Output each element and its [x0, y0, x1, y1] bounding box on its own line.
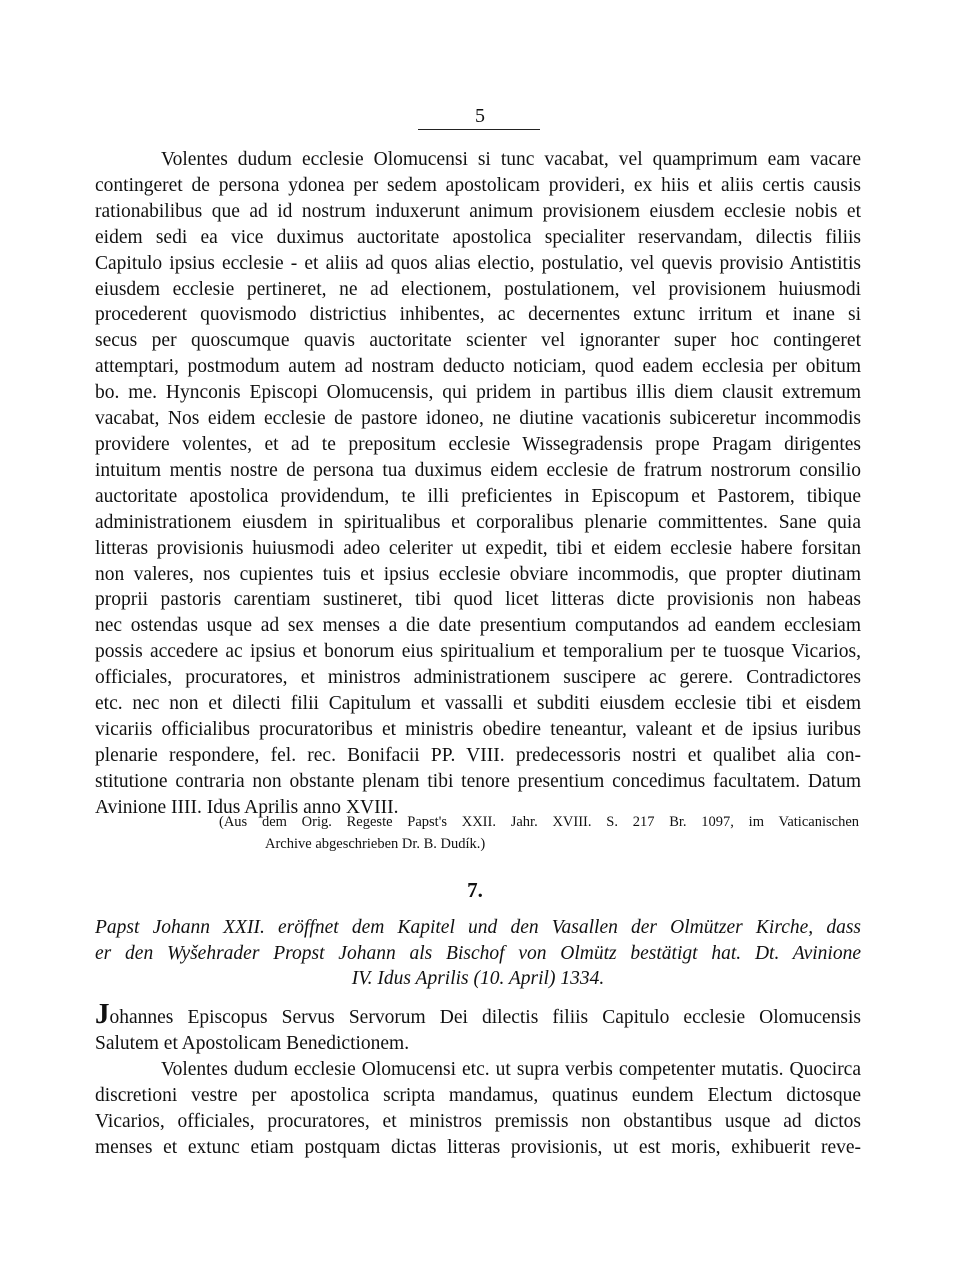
drop-cap: J: [95, 998, 110, 1030]
text-line: proprii pastoris carentiam sustineret, tibi quod licet litteras dicte provisionis non habeas: [95, 589, 861, 611]
text-line: procederent quovismodo districtius inhibentes, ac decernentes extunc irritum et inane si: [95, 304, 861, 326]
text-line: menses et extunc etiam postquam dictas litteras provisionis, ut est moris, exhibuerit reve-: [95, 1136, 861, 1158]
text-line: rationabilibus que ad id nostrum induxerunt animum provisionem eiusdem ecclesie nobis et: [95, 200, 861, 222]
heading-line: er den Wyšehrader Propst Johann als Bischof von Olmütz bestätigt hat. Dt. Avinione: [95, 942, 861, 964]
source-note-line: Archive abgeschrieben Dr. B. Dudík.): [265, 836, 486, 852]
text-line: eidem sedi ea vice duximus auctoritate apostolica specialiter reservandam, dilectis filiis: [95, 226, 861, 248]
text-line: Volentes dudum ecclesie Olomucensi si tunc vacabat, vel quamprimum eam vacare: [161, 149, 861, 170]
text-line: Capitulo ipsius ecclesie - et aliis ad quos alias electio, postulatio, vel quevis provisio Antistitis: [95, 252, 861, 274]
charter-text: [95, 998, 861, 1160]
text-line: auctoritate apostolica providendum, te illi preficientes in Episcopum et Pastorem, tibique: [95, 485, 861, 507]
text-line: bo. me. Hynconis Episcopi Olomucensis, qui pridem in partibus illis diem clausit extremum: [95, 382, 861, 404]
text-line: vicariis officialibus procuratoribus et ministris obedire teneantur, valeant et de ipsius iuribus: [95, 718, 861, 740]
text-line: attemptari, postmodum autem ad nostram deducto noticiam, quod eadem ecclesia per obitum: [95, 356, 861, 378]
text-line: possis accedere ac ipsius et bonorum eius spiritualium et temporalium per te tuosque Vicarios,: [95, 641, 861, 663]
text-line: Salutem et Apostolicam Benedictionem.: [95, 1032, 410, 1054]
charter-text-continued: [95, 147, 861, 821]
text-line: providere volentes, et ad te prepositum ecclesie Wissegradensis prope Pragam dirigentes: [95, 433, 861, 455]
text-line-rest: ohannes Episcopus Servus Servorum Dei dilectis filiis Capitulo ecclesie Olomucensis: [109, 1007, 861, 1028]
text-line: vacabat, Nos eidem ecclesie de pastore idoneo, ne diutine vacationis subiceretur incommodis: [95, 408, 861, 430]
heading-line: IV. Idus Aprilis (10. April) 1334.: [351, 968, 605, 989]
text-line: officiales, procuratores, et ministros administrationem suscipere ac gerere. Contradictores: [95, 667, 861, 689]
source-note: [219, 811, 859, 855]
source-note-line: (Aus dem Orig. Regeste Papst's XXII. Jahr. XVIII. S. 217 Br. 1097, im Vaticanischen: [219, 814, 859, 830]
text-line: contingeret de persona ydonea per sedem apostolicam provideri, ex hiis et aliis certis causis: [95, 174, 861, 196]
document-number: 7.: [467, 878, 483, 902]
text-line-first: [95, 998, 861, 1031]
text-line: plenarie respondere, fel. rec. Bonifacii PP. VIII. predecessoris nostri et qualibet alia con-: [95, 744, 861, 766]
text-line: nec ostendas usque ad sex menses a die date presentium computandos ad eandem ecclesiam: [95, 615, 861, 637]
text-line: eiusdem ecclesie pertineret, ne ad electionem, postulationem, vel provisionem huiusmodi: [95, 278, 861, 300]
document-heading: [95, 915, 861, 992]
page-number: 5: [475, 105, 485, 127]
text-line: stitutione contraria non obstante plenam tibi tenore presentium concedimus facultatem. Datum: [95, 770, 861, 792]
text-line: intuitum mentis nostre de persona tua duximus eidem ecclesie de fratrum nostrorum consilio: [95, 459, 861, 481]
text-line: non valeres, nos cupientes tuis et ipsius ecclesie obviare incommodis, que propter diutinam: [95, 563, 861, 585]
text-line: etc. nec non et dilecti filii Capitulum et vassalli et subditi eiusdem ecclesie tibi et eisdem: [95, 693, 861, 715]
text-line: Volentes dudum ecclesie Olomucensi etc. ut supra verbis competenter mutatis. Quocirca: [161, 1058, 861, 1080]
text-line: litteras provisionis huiusmodi adeo celeriter ut expedit, tibi et eidem ecclesie habere forsitan: [95, 537, 861, 559]
text-line: Avinione IIII. Idus Aprilis anno XVIII.: [95, 796, 399, 818]
text-line: discretioni vestre per apostolica scripta mandamus, quatinus eundem Electum dictosque: [95, 1084, 861, 1106]
header-rule: [418, 129, 540, 130]
text-line: secus per quoscumque quavis auctoritate scienter vel ignoranter super hoc contingeret: [95, 330, 861, 352]
text-line: Vicarios, officiales, procuratores, et ministros premissis non obstantibus usque ad dictos: [95, 1110, 861, 1132]
text-line: administrationem eiusdem in spiritualibus et corporalibus plenarie committentes. Sane quia: [95, 511, 861, 533]
heading-line: Papst Johann XXII. eröffnet dem Kapitel und den Vasallen der Olmützer Kirche, dass: [95, 917, 861, 938]
